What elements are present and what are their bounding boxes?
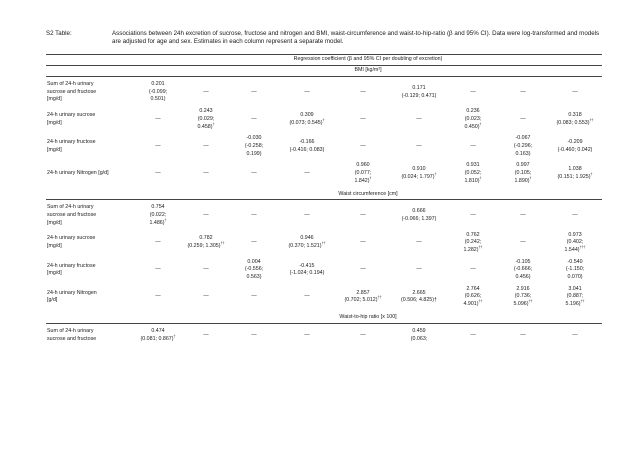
table-cell: — — [360, 331, 366, 338]
table-cell: — — [520, 88, 526, 95]
table-cell: — — [251, 239, 257, 246]
table-cell: 0.004 (-0.556; 0.563) — [244, 258, 264, 281]
table-cell: — — [251, 212, 257, 219]
regression-table — [46, 54, 602, 347]
table-cell: — — [520, 212, 526, 219]
table-cell: 0.318 (0.083; 0.553)†† — [556, 111, 594, 126]
table-cell: 2.665 (0.506; 4.825)† — [401, 289, 437, 304]
table-cell: -0.540 (-1.150; 0.070) — [565, 258, 585, 281]
significance-mark: †† — [377, 295, 382, 300]
table-cell: -0.105 (-0.666; 0.456) — [513, 258, 533, 281]
section-title: BMI [kg/m²] — [134, 66, 602, 77]
significance-mark: † — [369, 175, 372, 180]
significance-mark: †† — [478, 245, 483, 250]
table-cell: 3.041 (0.887; 5.196)†† — [565, 285, 585, 308]
significance-mark: †† — [220, 241, 225, 246]
significance-mark: ††† — [579, 245, 586, 250]
significance-mark: †† — [589, 117, 594, 122]
table-cell: 0.782 (0.259; 1.305)†† — [187, 235, 225, 250]
table-cell: 0.997 (0.105; 1.890)† — [514, 162, 532, 184]
table-cell: 0.910 (0.024; 1.797)† — [401, 166, 437, 180]
row-label: 24-h urinary sucrose [mg/d] — [47, 235, 96, 250]
table-cell: 2.764 (0.626; 4.901)†† — [463, 285, 483, 308]
table-cell: — — [203, 293, 209, 300]
table-cell: 0.946 (0.370; 1.521)†† — [288, 235, 326, 250]
table-row — [46, 108, 602, 131]
table-cell: — — [304, 170, 310, 177]
table-cell: — — [416, 142, 422, 149]
significance-mark: † — [529, 175, 532, 180]
table-cell: — — [470, 142, 476, 149]
table-cell: 0.960 (0.077; 1.842)† — [354, 162, 372, 184]
significance-mark: † — [173, 333, 176, 338]
table-cell: — — [360, 212, 366, 219]
significance-mark: † — [212, 121, 215, 126]
table-cell: -0.415 (-1.024; 0.194) — [289, 262, 325, 277]
table-cell: — — [155, 239, 161, 246]
table-cell: -0.030 (-0.258; 0.199) — [244, 135, 264, 157]
row-label: 24-h urinary fructose [mg/d] — [47, 262, 96, 277]
table-cell: — — [251, 88, 257, 95]
table-cell: — — [470, 212, 476, 219]
table-cell: — — [155, 115, 161, 122]
significance-mark: †† — [478, 299, 483, 304]
table-cell: — — [572, 212, 578, 219]
table-row — [46, 286, 602, 309]
table-cell: -0.209 (-0.460; 0.042) — [557, 139, 593, 153]
table-cell: — — [155, 266, 161, 273]
table-cell: — — [470, 88, 476, 95]
table-cell: — — [304, 331, 310, 338]
table-cell: — — [251, 331, 257, 338]
table-cell: — — [251, 293, 257, 300]
table-cell: — — [155, 142, 161, 149]
significance-mark: † — [322, 117, 325, 122]
table-cell: 1.038 (0.151; 1.925)† — [557, 166, 593, 180]
section-title: Waist circumference [cm] — [134, 189, 602, 200]
table-cell: — — [203, 212, 209, 219]
header-row — [46, 55, 602, 66]
table-cell: — — [416, 266, 422, 273]
row-label: Sum of 24-h urinary sucrose and fructose [mg/d] — [47, 204, 97, 226]
table-cell: — — [203, 170, 209, 177]
significance-mark: † — [164, 218, 167, 223]
table-cell: — — [203, 88, 209, 95]
table-cell: — — [360, 239, 366, 246]
table-cell: 2.916 (0.736; 5.096)†† — [513, 285, 533, 308]
table-cell: 0.666 (-0.066; 1.397) — [401, 208, 437, 222]
table-row — [46, 328, 602, 343]
caption-text: Associations between 24h excretion of sucrose, fructose and nitrogen and BMI, waist-circumference and waist-to-hip-ratio (β and 95% CI). Data were log-transformed and models are adjusted for age and sex. Estimates in each column represent a separate model. — [112, 30, 600, 46]
caption-label: S2 Table: — [46, 30, 72, 37]
row-label: 24-h urinary Nitrogen [g/d] — [47, 170, 109, 177]
table-cell: 0.931 (0.052; 1.810)† — [464, 162, 482, 184]
table-cell: 0.474 (0.081; 0.867)† — [140, 327, 176, 342]
table-cell: — — [251, 115, 257, 122]
table-cell: — — [520, 331, 526, 338]
row-label: Sum of 24-h urinary sucrose and fructose [mg/d] — [47, 81, 97, 103]
table-cell: — — [470, 331, 476, 338]
row-label: Sum of 24-h urinary sucrose and fructose — [47, 327, 97, 342]
table-cell: 0.973 (0.402; 1.544)††† — [564, 231, 586, 253]
table-cell: — — [304, 88, 310, 95]
table-cell: — — [304, 212, 310, 219]
table-cell: — — [304, 293, 310, 300]
table-cell: — — [360, 88, 366, 95]
table-cell: — — [572, 331, 578, 338]
section-row — [46, 66, 602, 77]
table-row — [46, 204, 602, 227]
table-cell: 0.236 (0.023; 0.450)† — [464, 108, 482, 130]
table-cell: 0.171 (-0.129; 0.471) — [401, 84, 437, 99]
row-label: 24-h urinary Nitrogen [g/d] — [47, 289, 97, 304]
table-row — [46, 81, 602, 104]
table-cell: 0.459 (0.063; — [410, 327, 428, 342]
significance-mark: †† — [321, 241, 326, 246]
table-cell: — — [155, 170, 161, 177]
table-cell: — — [203, 331, 209, 338]
table-cell: — — [416, 115, 422, 122]
table-cell: — — [360, 142, 366, 149]
table-cell: 0.762 (0.242; 1.282)†† — [463, 231, 483, 253]
table-cell: — — [520, 239, 526, 246]
table-cell: 0.754 (0.022; 1.486)† — [149, 204, 167, 226]
table-cell: 0.243 (0.029; 0.458)† — [197, 108, 215, 130]
row-gap — [46, 343, 602, 347]
table-cell: 0.201 (-0.099; 0.501) — [148, 81, 168, 103]
table-cell: -0.067 (-0.296; 0.163) — [513, 135, 533, 157]
significance-mark: † — [479, 121, 482, 126]
table-cell: 2.857 (0.702; 5.012)†† — [344, 289, 382, 304]
table-cell: — — [360, 115, 366, 122]
significance-mark: †† — [580, 299, 585, 304]
significance-mark: † — [590, 172, 593, 177]
section-row — [46, 189, 602, 200]
table-row — [46, 232, 602, 255]
significance-mark: †† — [528, 299, 533, 304]
table-cell: — — [470, 266, 476, 273]
table-cell: — — [203, 142, 209, 149]
header-cell: Regression coefficient (β and 95% CI per doubling of excretion) — [134, 55, 602, 66]
row-label: 24-h urinary fructose [mg/d] — [47, 139, 96, 153]
table-cell: — — [572, 88, 578, 95]
table-cell: 0.309 (0.073; 0.545)† — [289, 111, 325, 126]
significance-mark: † — [434, 172, 437, 177]
table-cell: — — [251, 170, 257, 177]
table-cell: — — [203, 266, 209, 273]
table-row — [46, 135, 602, 158]
table-cell: — — [155, 293, 161, 300]
table-cell: — — [416, 239, 422, 246]
table-cell: — — [520, 115, 526, 122]
significance-mark: † — [479, 175, 482, 180]
table-row — [46, 162, 602, 185]
table-row — [46, 259, 602, 282]
row-label: 24-h urinary sucrose [mg/d] — [47, 111, 96, 126]
section-title: Waist-to-hip ratio [x 100] — [134, 313, 602, 324]
table-cell: — — [360, 266, 366, 273]
section-row — [46, 313, 602, 324]
table-cell: -0.166 (-0.416; 0.083) — [289, 139, 325, 153]
